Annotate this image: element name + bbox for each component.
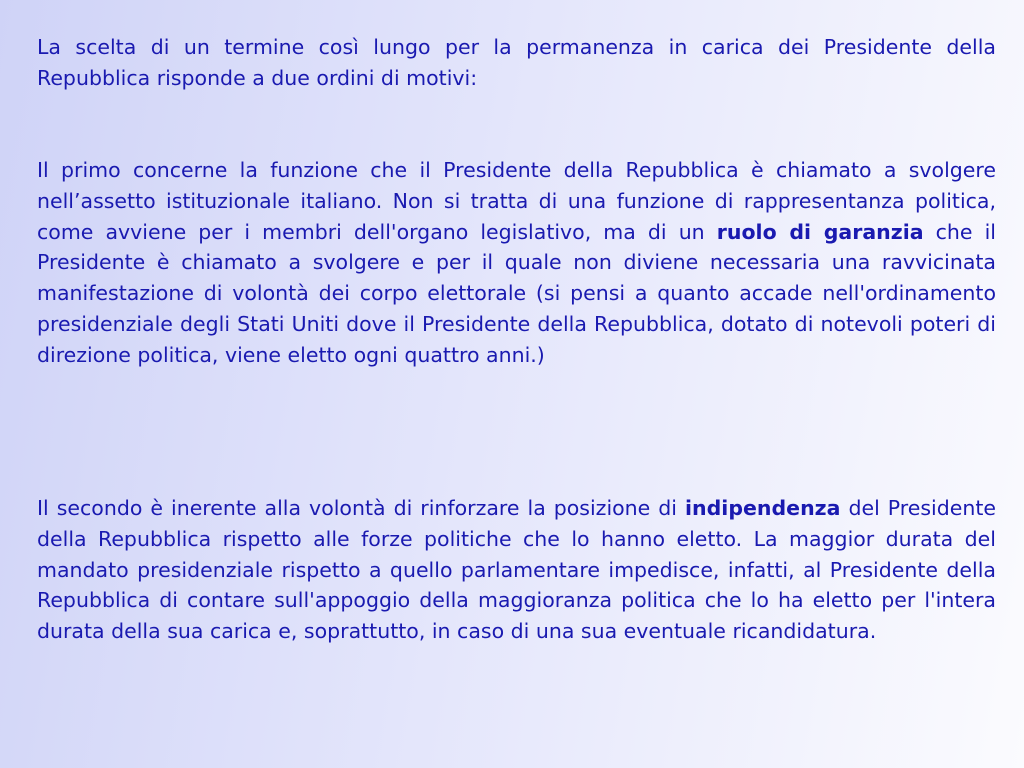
second-reason-text-after: del Presidente della Repubblica rispetto alle forze politiche che lo hanno eletto. La maggior durata del mandato presidenziale rispetto a quello parlamentare impedisce, infatti, al Presidente della Repubblica di contare sull'appoggio della maggioranza politica che lo ha eletto per l'intera durata della sua carica e, soprattutto, in caso di una sua eventuale ricandidatura. [37, 496, 996, 644]
first-reason-paragraph [37, 155, 996, 371]
intro-text: La scelta di un termine così lungo per la permanenza in carica dei Presidente della Repubblica risponde a due ordini di motivi: [37, 35, 996, 90]
second-reason-paragraph [37, 493, 996, 647]
first-reason-emphasis: ruolo di garanzia [716, 219, 924, 244]
intro-paragraph [37, 32, 996, 94]
first-reason-text-after: che il Presidente è chiamato a svolgere e per il quale non diviene necessaria una ravvicinata manifestazione di volontà dei corpo elettorale (si pensi a quanto accade nell'ordinamento presidenziale degli Stati Uniti dove il Presidente della Repubblica, dotato di notevoli poteri di direzione politica, viene eletto ogni quattro anni.) [37, 219, 996, 367]
second-reason-text-before: Il secondo è inerente alla volontà di rinforzare la posizione di [37, 496, 685, 520]
first-reason-text-before: Il primo concerne la funzione che il Presidente della Repubblica è chiamato a svolgere nell’assetto istituzionale italiano. Non si tratta di una funzione di rappresentanza politica, come avviene per i membri dell'organo legislativo, ma di un [37, 158, 996, 244]
second-reason-emphasis: indipendenza [685, 496, 841, 520]
